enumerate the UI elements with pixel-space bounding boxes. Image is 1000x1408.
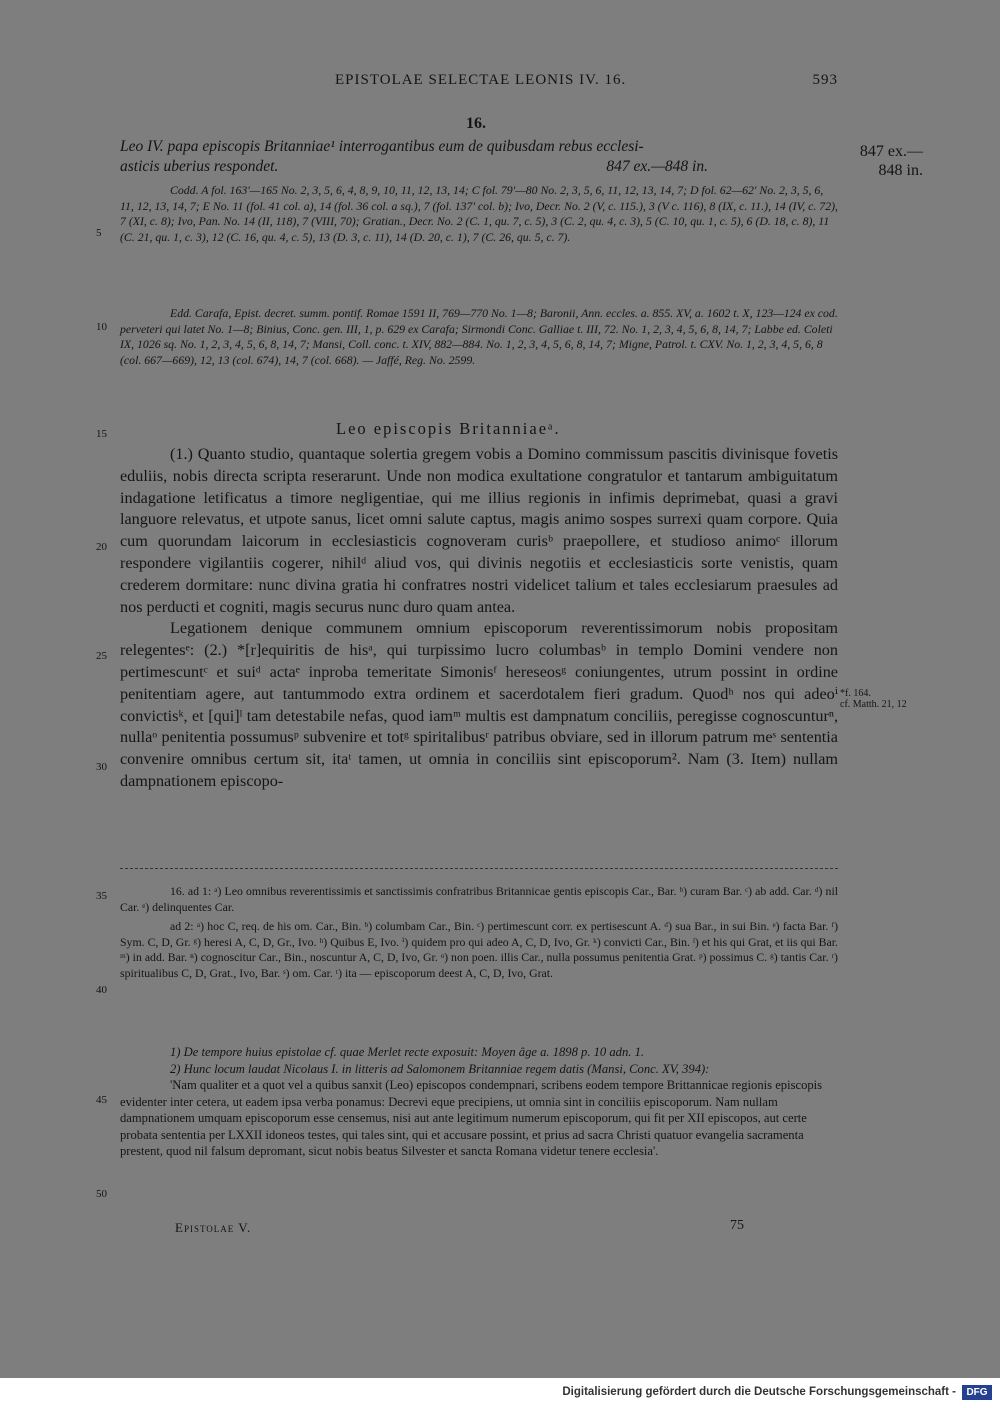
funding-text: Digitalisierung gefördert durch die Deutsche Forschungsgemeinschaft - xyxy=(562,1386,956,1398)
editions-list xyxy=(120,306,838,368)
letter-rubric xyxy=(120,137,838,177)
line-number: 50 xyxy=(96,1188,107,1200)
page-number: 593 xyxy=(812,72,838,88)
folio-ref: *f. 164. xyxy=(840,688,871,699)
footnote-2: 2) Hunc locum laudat Nicolaus I. in litteris ad Salomonem Britanniae regem datis (Mansi, Conc. XV, 394): xyxy=(170,1061,710,1076)
margin-date xyxy=(843,142,923,180)
rubric-date: 847 ex.—848 in. xyxy=(606,158,708,175)
letter-body xyxy=(120,444,838,793)
line-number: 15 xyxy=(96,428,107,440)
salutation: Leo episcopis Britanniaeᵃ. xyxy=(336,419,561,438)
footnote-2-quote: 'Nam qualiter et a quot vel a quibus sanxit (Leo) episcopos condempnari, scribens eodem tempore Brittannicae regionis episcopis evidenter inter cetera, ut eadem ipsa verba ponamus: Decrevi eque precipiens, ut omnia sint in conciliis episcoporum. Nam nullam dampnationem umquam episcoporum esse censemus, nisi aut ante legitimum numerum episcoporum, qui fit per XII episcopos, aut certe probata sententia per LXXII idoneos testes, qui tales sint, qui et accusare possint, et prius ad sacra Christi quatuor evangelia sacramenta prestent, quod nil falsum depromant, sicut nobis beatus Silvester et sancta Romana videtur tenere ecclesia'. xyxy=(120,1078,823,1158)
rubric-line-1: Leo IV. papa episcopis Britanniae¹ interrogantibus eum de quibusdam rebus ecclesi- xyxy=(120,138,644,155)
footnotes xyxy=(120,1044,838,1160)
line-number: 5 xyxy=(96,227,102,239)
sheet-number: 75 xyxy=(730,1218,744,1233)
letter-number: 16. xyxy=(466,115,486,132)
codices-list xyxy=(120,183,838,245)
line-number: 35 xyxy=(96,890,107,902)
paragraph-1: (1.) Quanto studio, quantaque solertia gregem vobis a Domino commissum pascitis divinisque fovetis eduliis, nobis directa scripta reserarunt. Unde non modica exultatione congratulor et tantarum ambiguitatum indagatione letificatus a timore negligentiae, qui me illius regionis in infimis deprimebat, quasi a gravi languore relevatus, et utpote sanus, licet omni salute captus, magis animo sospes surrexi quam corpore. Quia cum quorundam laicorum in ecclesiasticis cognoveram curisᵇ praepollere, et studioso animoᶜ illorum respondere vigilantiis cogerer, nihilᵈ aliud vos, qui divinis negotiis et ecclesiasticis sorte venistis, quam crederem dormitare: nunc divina gratia hi confratres nostri videlicet talium et tales ecclesiarum praesules ad nos perducti et cogniti, magis securus nunc duro quam antea. xyxy=(120,445,838,616)
line-number: 30 xyxy=(96,761,107,773)
running-title: EPISTOLAE SELECTAE LEONIS IV. 16. xyxy=(335,72,627,88)
rubric-line-2: asticis uberius respondet. xyxy=(120,158,279,175)
separator-line xyxy=(120,868,838,869)
funding-banner xyxy=(0,1378,1000,1408)
critical-apparatus xyxy=(120,884,838,986)
paragraph-2: Legationem denique communem omnium episcoporum reverentissimorum nobis propositam relegentesᵉ: (2.) *[r]equiritis de hisᵃ, qui turpissimo lucro columbasᵇ in templo Domini vendere non pertimescuntᶜ et suiᵈ actaᵉ inproba temeritate Simonisᶠ hereseosᵍ coniungentes, utrum possint in ordine penitentiam agere, aut tantummodo extra ordinem et sacerdotalem fieri gradum. Quodʰ nos qui adeoⁱ convictisᵏ, et [qui]ˡ tam detestabile nefas, quod iamᵐ multis est dampnatum conciliis, peregisse cognoscunturⁿ, nullaᵒ penitentia possumusᵖ subvenire et totᵍ spiritalibusʳ patribus obviare, sed in illorum patrum meˢ sententia convenire omnibus certum sit, itaᵗ tamen, ut omnia in conciliis sint episcoporum². Nam (3. Item) nullam dampnationem episcopo- xyxy=(120,619,838,790)
line-number: 40 xyxy=(96,984,107,996)
footnote-1: 1) De tempore huius epistolae cf. quae Merlet recte exposuit: Moyen âge a. 1898 p. 10 adn. 1. xyxy=(170,1045,645,1059)
codices-text: Codd. A fol. 163'—165 No. 2, 3, 5, 6, 4, 8, 9, 10, 11, 12, 13, 14; C fol. 79'—80 No. 2, 3, 5, 6, 11, 12, 13, 14, 7; D fol. 62—62' No. 2, 3, 5, 6, 11, 12, 13, 14, 7; E No. 11 (fol. 41 col. a), 14 (fol. 36 col. a sq.), 7 (fol. 137' col. b); Ivo, Decr. No. 2 (V, c. 115.), 3 (V c. 116), 8 (IX, c. 11.), 14 (IV, c. 72), 7 (XI, c. 8); Ivo, Pan. No. 14 (II, 118), 7 (VIII, 70); Gratian., Decr. No. 2 (C. 1, qu. 7, c. 5), 3 (C. 2, qu. 4, c. 3), 5 (C. 10, qu. 1, c. 5), 6 (D. 18, c. 8), 11 (C. 21, qu. 1, c. 3), 12 (C. 16, qu. 4, c. 5), 13 (D. 3, c. 11), 14 (D. 20, c. 1), 7 (C. 26, qu. 5, c. 7). xyxy=(120,183,838,244)
line-number: 25 xyxy=(96,650,107,662)
margin-date-1: 847 ex.— xyxy=(859,143,923,160)
bible-ref: cf. Matth. 21, 12 xyxy=(840,699,907,710)
line-number: 20 xyxy=(96,541,107,553)
margin-date-2: 848 in. xyxy=(878,162,923,179)
editions-text: Edd. Carafa, Epist. decret. summ. pontif. Romae 1591 II, 769—770 No. 1—8; Baronii, Ann. eccles. a. 855. XV, a. 1602 t. X, 123—124 ex cod. perveteri qui latet No. 1—8; Binius, Conc. gen. III, 1, p. 629 ex Carafa; Sirmondi Conc. Galliae t. III, 72. No. 1, 2, 3, 4, 5, 6, 8, 14, 7; Labbe ed. Coleti IX, 1026 sq. No. 1, 2, 3, 4, 5, 6, 8, 14, 7; Mansi, Coll. conc. t. XIV, 882—884. No. 1, 2, 3, 4, 5, 6, 8, 14, 7; Migne, Patrol. t. CXV. No. 1, 2, 3, 4, 5, 6, 8 (col. 667—669), 12, 13 (col. 674), 14, 7 (col. 668). — Jaffé, Reg. No. 2599. xyxy=(120,306,838,367)
apparatus-1: 16. ad 1: ᵃ) Leo omnibus reverentissimis et sanctissimis confratribus Britannicae gentis episcopis Car., Bar. ᵇ) curam Bar. ᶜ) ab add. Car. ᵈ) nil Car. ᵉ) delinquentes Car. xyxy=(120,884,838,914)
line-number: 45 xyxy=(96,1094,107,1106)
line-number: 10 xyxy=(96,321,107,333)
dfg-logo-icon: DFG xyxy=(962,1385,992,1400)
side-reference xyxy=(840,688,907,710)
apparatus-2: ad 2: ᵃ) hoc C, req. de his om. Car., Bin. ᵇ) columbam Car., Bin. ᶜ) pertimescunt corr. ex pertisescunt A. ᵈ) sua Bar., in sui Bin. ᵉ) facta Bar. ᶠ) Sym. C, D, Gr. ᵍ) heresi A, C, D, Gr., Ivo. ʰ) Quibus E, Ivo. ⁱ) quidem pro qui adeo A, C, D, Ivo, Gr. ᵏ) convicti Car., Bin. ˡ) et his qui Grat, et iis qui Bar. ᵐ) in add. Bar. ⁿ) cognoscitur Car., Bin., noscuntur A, C, D, Ivo, Gr. ᵒ) non poen. illis Car., nulla possumus penitentia Grat. ᵖ) possimus C. ᵍ) tantis Car. ʳ) spiritualibus C, D, Grat., Ivo, Bar. ˢ) om. Car. ᵗ) ita — episcoporum deest A, C, D, Ivo, Grat. xyxy=(120,919,838,980)
signature-mark: Epistolae V. xyxy=(175,1220,252,1235)
